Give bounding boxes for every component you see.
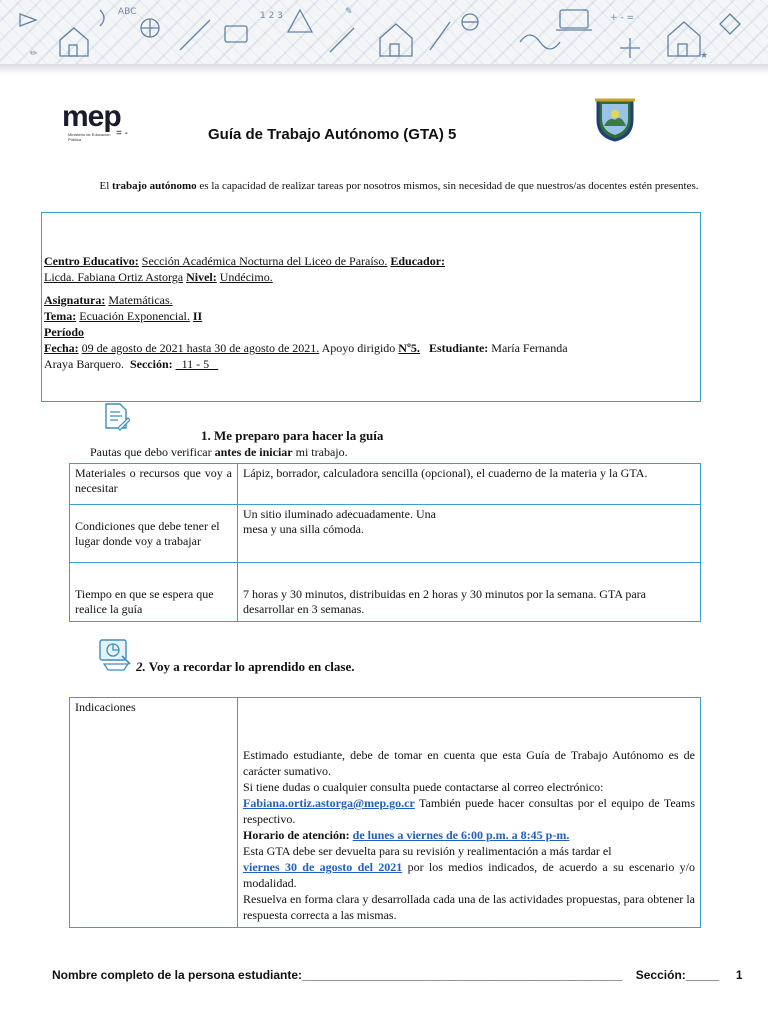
estudiante-label: Estudiante: xyxy=(428,341,489,355)
educador-value: Licda. Fabiana Ortiz Astorga xyxy=(44,270,184,284)
nivel-label: Nivel: xyxy=(186,270,217,284)
info-line-educador xyxy=(44,269,684,285)
svg-text:1 2 3: 1 2 3 xyxy=(260,11,283,21)
mep-logo-text: mep xyxy=(62,100,121,133)
horario-value: de lunes a viernes de 6:00 p.m. a 8:45 p-m. xyxy=(352,828,570,842)
row-label: Condiciones que debe tener el lugar donde voy a trabajar xyxy=(70,505,238,563)
mep-logo-subtitle: Ministerio de Educación Pública xyxy=(68,132,111,142)
asignatura-value: Matemáticas. xyxy=(108,293,173,307)
footer-section-label: Sección:_____ xyxy=(635,968,720,982)
instruction-p5-text: por los medios indicados, de acuerdo a su escenario y/o modalidad. xyxy=(243,860,696,890)
seccion-label: Sección: xyxy=(129,357,173,371)
section-1-title: 1. Me preparo para hacer la guía xyxy=(201,428,384,443)
instruction-p6: Resuelva en forma clara y desarrollada cada una de las actividades propuestas, para obtener la respuesta correcta a las mismas. xyxy=(243,892,695,922)
logo-dash: = - xyxy=(116,128,128,139)
banner-shadow xyxy=(0,64,768,74)
periodo-label: Período xyxy=(44,325,84,339)
svg-text:✎: ✎ xyxy=(345,7,353,17)
section-2-title-text: Voy a recordar lo aprendido en clase. xyxy=(145,659,355,674)
row-label: Materiales o recursos que voy a necesitar xyxy=(70,464,238,505)
subtitle-part-a: Pautas que debo verificar xyxy=(90,445,215,459)
apoyo-number: Nº5. xyxy=(398,341,420,355)
info-line-centro xyxy=(44,253,684,269)
row-value: Un sitio iluminado adecuadamente. Una mesa y una silla cómoda. xyxy=(238,505,701,563)
mep-logo xyxy=(62,100,142,144)
section-2-number: 2. xyxy=(136,659,146,674)
info-line-asignatura xyxy=(44,292,684,308)
row-value: 7 horas y 30 minutos, distribuidas en 2 horas y 30 minutos por la semana. GTA para desarrollar en 3 semanas. xyxy=(238,563,701,622)
asignatura-label: Asignatura: xyxy=(44,293,106,307)
instruction-p5 xyxy=(243,859,695,891)
instruction-p3-text: También puede hacer consultas por el equipo de Teams respectivo. xyxy=(243,796,695,826)
svg-text:✏: ✏ xyxy=(30,49,38,59)
school-doodle-pattern xyxy=(0,0,768,64)
table-row xyxy=(70,563,701,622)
intro-rest: es la capacidad de realizar tareas por nosotros mismos, sin necesidad de que nuestros/as docentes estén presentes. xyxy=(196,180,699,192)
info-block xyxy=(44,253,684,372)
document-edit-icon xyxy=(104,402,130,432)
instruction-p2: Si tiene dudas o cualquier consulta puede contactarse al correo electrónico: xyxy=(243,780,604,794)
intro-bold: trabajo autónomo xyxy=(112,180,197,192)
svg-text:ABC: ABC xyxy=(118,7,137,17)
school-seal-icon xyxy=(594,96,636,142)
tema-value: Ecuación Exponencial. xyxy=(79,309,190,323)
info-line-fecha xyxy=(44,340,684,356)
fecha-value: 09 de agosto de 2021 hasta 30 de agosto de 2021. xyxy=(81,341,320,355)
table-row xyxy=(70,505,701,563)
estudiante-value-2: Araya Barquero. xyxy=(44,357,124,371)
instruction-horario xyxy=(243,827,695,843)
student-name-label: Nombre completo de la persona estudiante:________________________________________________ xyxy=(52,968,623,982)
instruction-p3 xyxy=(243,795,695,827)
section-2-title xyxy=(136,659,354,675)
teacher-email-link[interactable]: Fabiana.ortiz.astorga@mep.go.cr xyxy=(243,796,415,810)
indicaciones-content xyxy=(238,698,701,928)
table-row xyxy=(70,698,701,928)
page-title: Guía de Trabajo Autónomo (GTA) 5 xyxy=(208,126,457,143)
preparation-table xyxy=(69,463,701,622)
page-number: 1 xyxy=(735,968,743,982)
intro-prefix: El xyxy=(99,180,113,192)
decorative-banner xyxy=(0,0,768,64)
apoyo-text: Apoyo dirigido xyxy=(321,341,396,355)
svg-text:+ - =: + - = xyxy=(610,13,635,23)
study-computer-icon xyxy=(98,636,132,672)
svg-text:★: ★ xyxy=(700,51,709,61)
fecha-label: Fecha: xyxy=(44,341,79,355)
tema-label: Tema: xyxy=(44,309,77,323)
estudiante-value-1: María Fernanda xyxy=(491,341,568,355)
info-line-tema xyxy=(44,308,684,324)
deadline-text: viernes 30 de agosto del 2021 xyxy=(243,860,403,874)
instruction-p1: Estimado estudiante, debe de tomar en cuenta que esta Guía de Trabajo Autónomo es de carácter sumativo. xyxy=(243,748,695,778)
seccion-value: _11 - 5 _ xyxy=(175,357,219,371)
indicaciones-label: Indicaciones xyxy=(70,698,238,928)
page-footer xyxy=(52,968,743,982)
instruction-p4: Esta GTA debe ser devuelta para su revisión y realimentación a más tardar el xyxy=(243,844,612,858)
horario-label: Horario de atención: xyxy=(243,828,350,842)
row-label: Tiempo en que se espera que realice la guía xyxy=(70,563,238,622)
centro-value: Sección Académica Nocturna del Liceo de Paraíso. xyxy=(141,254,388,268)
document-header xyxy=(62,98,652,148)
section-1-subtitle xyxy=(90,445,348,460)
info-line-periodo xyxy=(44,324,684,340)
instructions-table xyxy=(69,697,701,928)
educador-label: Educador: xyxy=(390,254,446,268)
subtitle-part-c: mi trabajo. xyxy=(292,445,348,459)
nivel-value: Undécimo. xyxy=(219,270,273,284)
intro-paragraph xyxy=(74,178,724,194)
tema-suffix: II xyxy=(192,309,203,323)
table-row xyxy=(70,464,701,505)
subtitle-part-b: antes de iniciar xyxy=(214,445,293,459)
row-value: Lápiz, borrador, calculadora sencilla (opcional), el cuaderno de la materia y la GTA. xyxy=(238,464,701,505)
info-line-seccion xyxy=(44,356,684,372)
centro-label: Centro Educativo: xyxy=(44,254,139,268)
